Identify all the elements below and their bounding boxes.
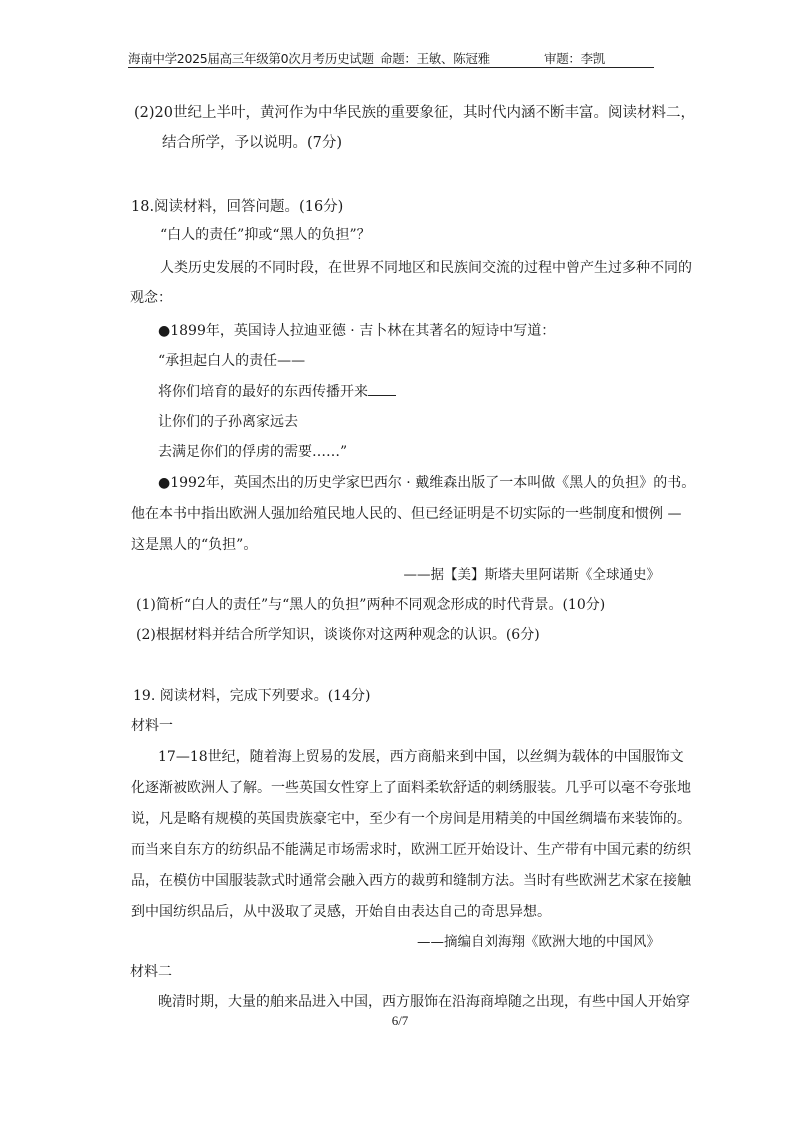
exam-title: 海南中学2025届高三年级第0次月考历史试题 [128, 51, 374, 66]
q18-1992-line1: ●1992年，英国杰出的历史学家巴西尔 · 戴维森出版了一本叫做《黑人的负担》的书。 [158, 475, 696, 491]
q19-m1-line6: 到中国纺织品后，从中汲取了灵感，开始自由表达自己的奇思异想。 [131, 904, 551, 920]
q18-sub-question1: (1)简析“白人的责任”与“黑人的负担”两种不同观念形成的时代背景。(10分) [136, 597, 606, 613]
q19-m1-line3: 说，凡是略有规模的英国贵族豪宅中，至少有一个房间是用精美的中国丝绸墙布来装饰的。 [131, 811, 691, 827]
q17-part2-line2: 结合所学，予以说明。(7分) [162, 135, 343, 151]
q19-m2-line1: 晚清时期，大量的舶来品进入中国，西方服饰在沿海商埠随之出现，有些中国人开始穿 [158, 994, 690, 1010]
reviewer: 审题：李凯 [544, 51, 606, 66]
q19-m1-line2: 化逐渐被欧洲人了解。一些英国女性穿上了面料柔软舒适的刺绣服装。几乎可以毫不夸张地 [131, 780, 691, 796]
q19-m1-source: ——摘编自刘海翔《欧洲大地的中国风》 [417, 934, 660, 950]
q19-title: 19. 阅读材料，完成下列要求。(14分) [133, 688, 371, 704]
q18-poem-line3: 让你们的子孙离家远去 [158, 414, 298, 430]
q19-m1-line5: 品，在模仿中国服装款式时通常会融入西方的裁剪和缝制方法。当时有些欧洲艺术家在接触 [131, 873, 691, 889]
q18-heading: “白人的责任”抑或“黑人的负担”？ [160, 227, 371, 243]
setters: 命题：王敏、陈冠雅 [380, 51, 490, 66]
page-number: 6/7 [391, 1013, 409, 1028]
q19-material1-label: 材料一 [131, 718, 173, 734]
q18-1899-paragraph: ●1899年，英国诗人拉迪亚德 · 吉卜林在其著名的短诗中写道： [158, 323, 556, 339]
q18-1992-line3: 这是黑人的“负担”。 [131, 537, 258, 553]
q18-1992-line2: 他在本书中指出欧洲人强加给殖民地人民的、但已经证明是不切实际的一些制度和惯例 — [131, 506, 682, 522]
q18-title: 18.阅读材料，回答问题。(16分) [131, 199, 344, 215]
q18-intro-line1: 人类历史发展的不同时段，在世界不同地区和民族间交流的过程中曾产生过多种不同的 [160, 260, 692, 276]
q17-part2-line1: (2)20世纪上半叶，黄河作为中华民族的重要象征，其时代内涵不断丰富。阅读材料二， [134, 105, 695, 121]
q18-source: ——据【美】斯塔夫里阿诺斯《全球通史》 [403, 567, 660, 583]
fill-blank [368, 383, 396, 396]
q19-material2-label: 材料二 [130, 964, 172, 980]
q18-sub-question2: (2)根据材料并结合所学知识，谈谈你对这两种观念的认识。(6分) [136, 627, 540, 643]
q19-m1-line4: 而当来自东方的纺织品不能满足市场需求时，欧洲工匠开始设计、生产带有中国元素的纺织 [131, 842, 691, 858]
q18-poem-line4: 去满足你们的俘虏的需要……” [158, 444, 348, 460]
q18-poem-line2: 将你们培育的最好的东西传播开来 [158, 383, 396, 401]
page-header [128, 49, 654, 68]
q19-m1-line1: 17—18世纪，随着海上贸易的发展，西方商船来到中国，以丝绸为载体的中国服饰文 [158, 749, 684, 765]
q18-poem-line1: “承担起白人的责任—— [158, 353, 306, 369]
q18-intro-line2: 观念： [130, 290, 172, 306]
